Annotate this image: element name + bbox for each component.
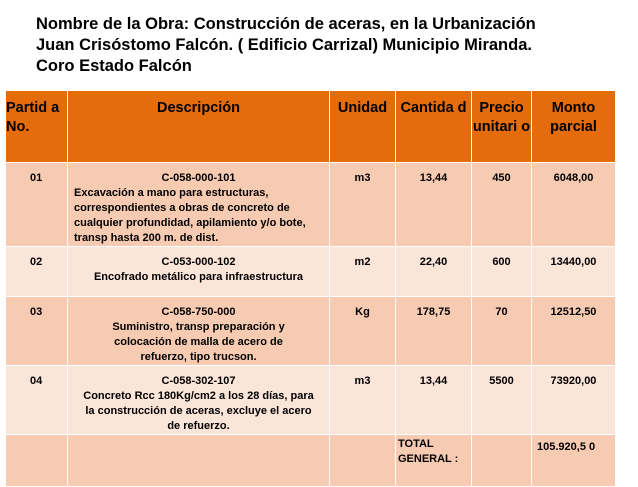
row-partida: 01 <box>6 163 68 247</box>
row-precio: 5500 <box>472 366 532 435</box>
table-row <box>6 247 616 297</box>
row-monto: 12512,50 <box>532 297 616 366</box>
row-monto: 73920,00 <box>532 366 616 435</box>
row-cantidad: 13,44 <box>396 163 472 247</box>
row-precio: 450 <box>472 163 532 247</box>
table-row <box>6 297 616 366</box>
row-description-text: Encofrado metálico para infraestructura <box>93 271 304 283</box>
row-cantidad: 178,75 <box>396 297 472 366</box>
row-description-text: Suministro, transp preparación y colocación de malla de acero de refuerzo, tipo trucson. <box>112 321 285 363</box>
row-description <box>68 297 330 366</box>
title-line-2: Juan Crisóstomo Falcón. ( Edificio Carrizal) Municipio Miranda. <box>36 36 532 54</box>
row-cantidad: 13,44 <box>396 366 472 435</box>
row-partida: 02 <box>6 247 68 297</box>
header-descripcion: Descripción <box>68 91 330 163</box>
row-unidad: Kg <box>330 297 396 366</box>
row-precio: 70 <box>472 297 532 366</box>
row-code: C-053-000-102 <box>161 256 236 268</box>
header-precio: Precio unitari o <box>472 91 532 163</box>
row-unidad: m3 <box>330 163 396 247</box>
total-label: TOTAL GENERAL : <box>396 435 472 487</box>
total-value: 105.920,5 0 <box>532 435 616 487</box>
row-description <box>68 163 330 247</box>
row-monto: 13440,00 <box>532 247 616 297</box>
header-monto: Monto parcial <box>532 91 616 163</box>
table-row <box>6 366 616 435</box>
row-unidad: m2 <box>330 247 396 297</box>
row-code: C-058-302-107 <box>161 375 236 387</box>
table-row <box>6 163 616 247</box>
title-line-3: Coro Estado Falcón <box>36 57 192 75</box>
row-monto: 6048,00 <box>532 163 616 247</box>
header-partida: Partid a No. <box>6 91 68 163</box>
row-description <box>68 247 330 297</box>
row-precio: 600 <box>472 247 532 297</box>
row-partida: 04 <box>6 366 68 435</box>
header-cantidad: Cantida d <box>396 91 472 163</box>
row-description-text: Excavación a mano para estructuras, correspondientes a obras de concreto de cualquier profundidad, apilamiento y/o bote, transp hasta 200 m. de dist. <box>74 187 306 244</box>
title-line-1: Nombre de la Obra: Construcción de aceras, en la Urbanización <box>36 15 536 33</box>
header-row <box>6 91 616 163</box>
row-description <box>68 366 330 435</box>
row-code: C-058-750-000 <box>161 306 236 318</box>
row-description-text: Concreto Rcc 180Kg/cm2 a los 28 días, para la construcción de aceras, excluye el acero de refuerzo. <box>83 390 314 432</box>
row-cantidad: 22,40 <box>396 247 472 297</box>
row-partida: 03 <box>6 297 68 366</box>
budget-table <box>5 90 616 487</box>
row-unidad: m3 <box>330 366 396 435</box>
row-code: C-058-000-101 <box>161 172 236 184</box>
header-unidad: Unidad <box>330 91 396 163</box>
document-title <box>36 14 626 77</box>
